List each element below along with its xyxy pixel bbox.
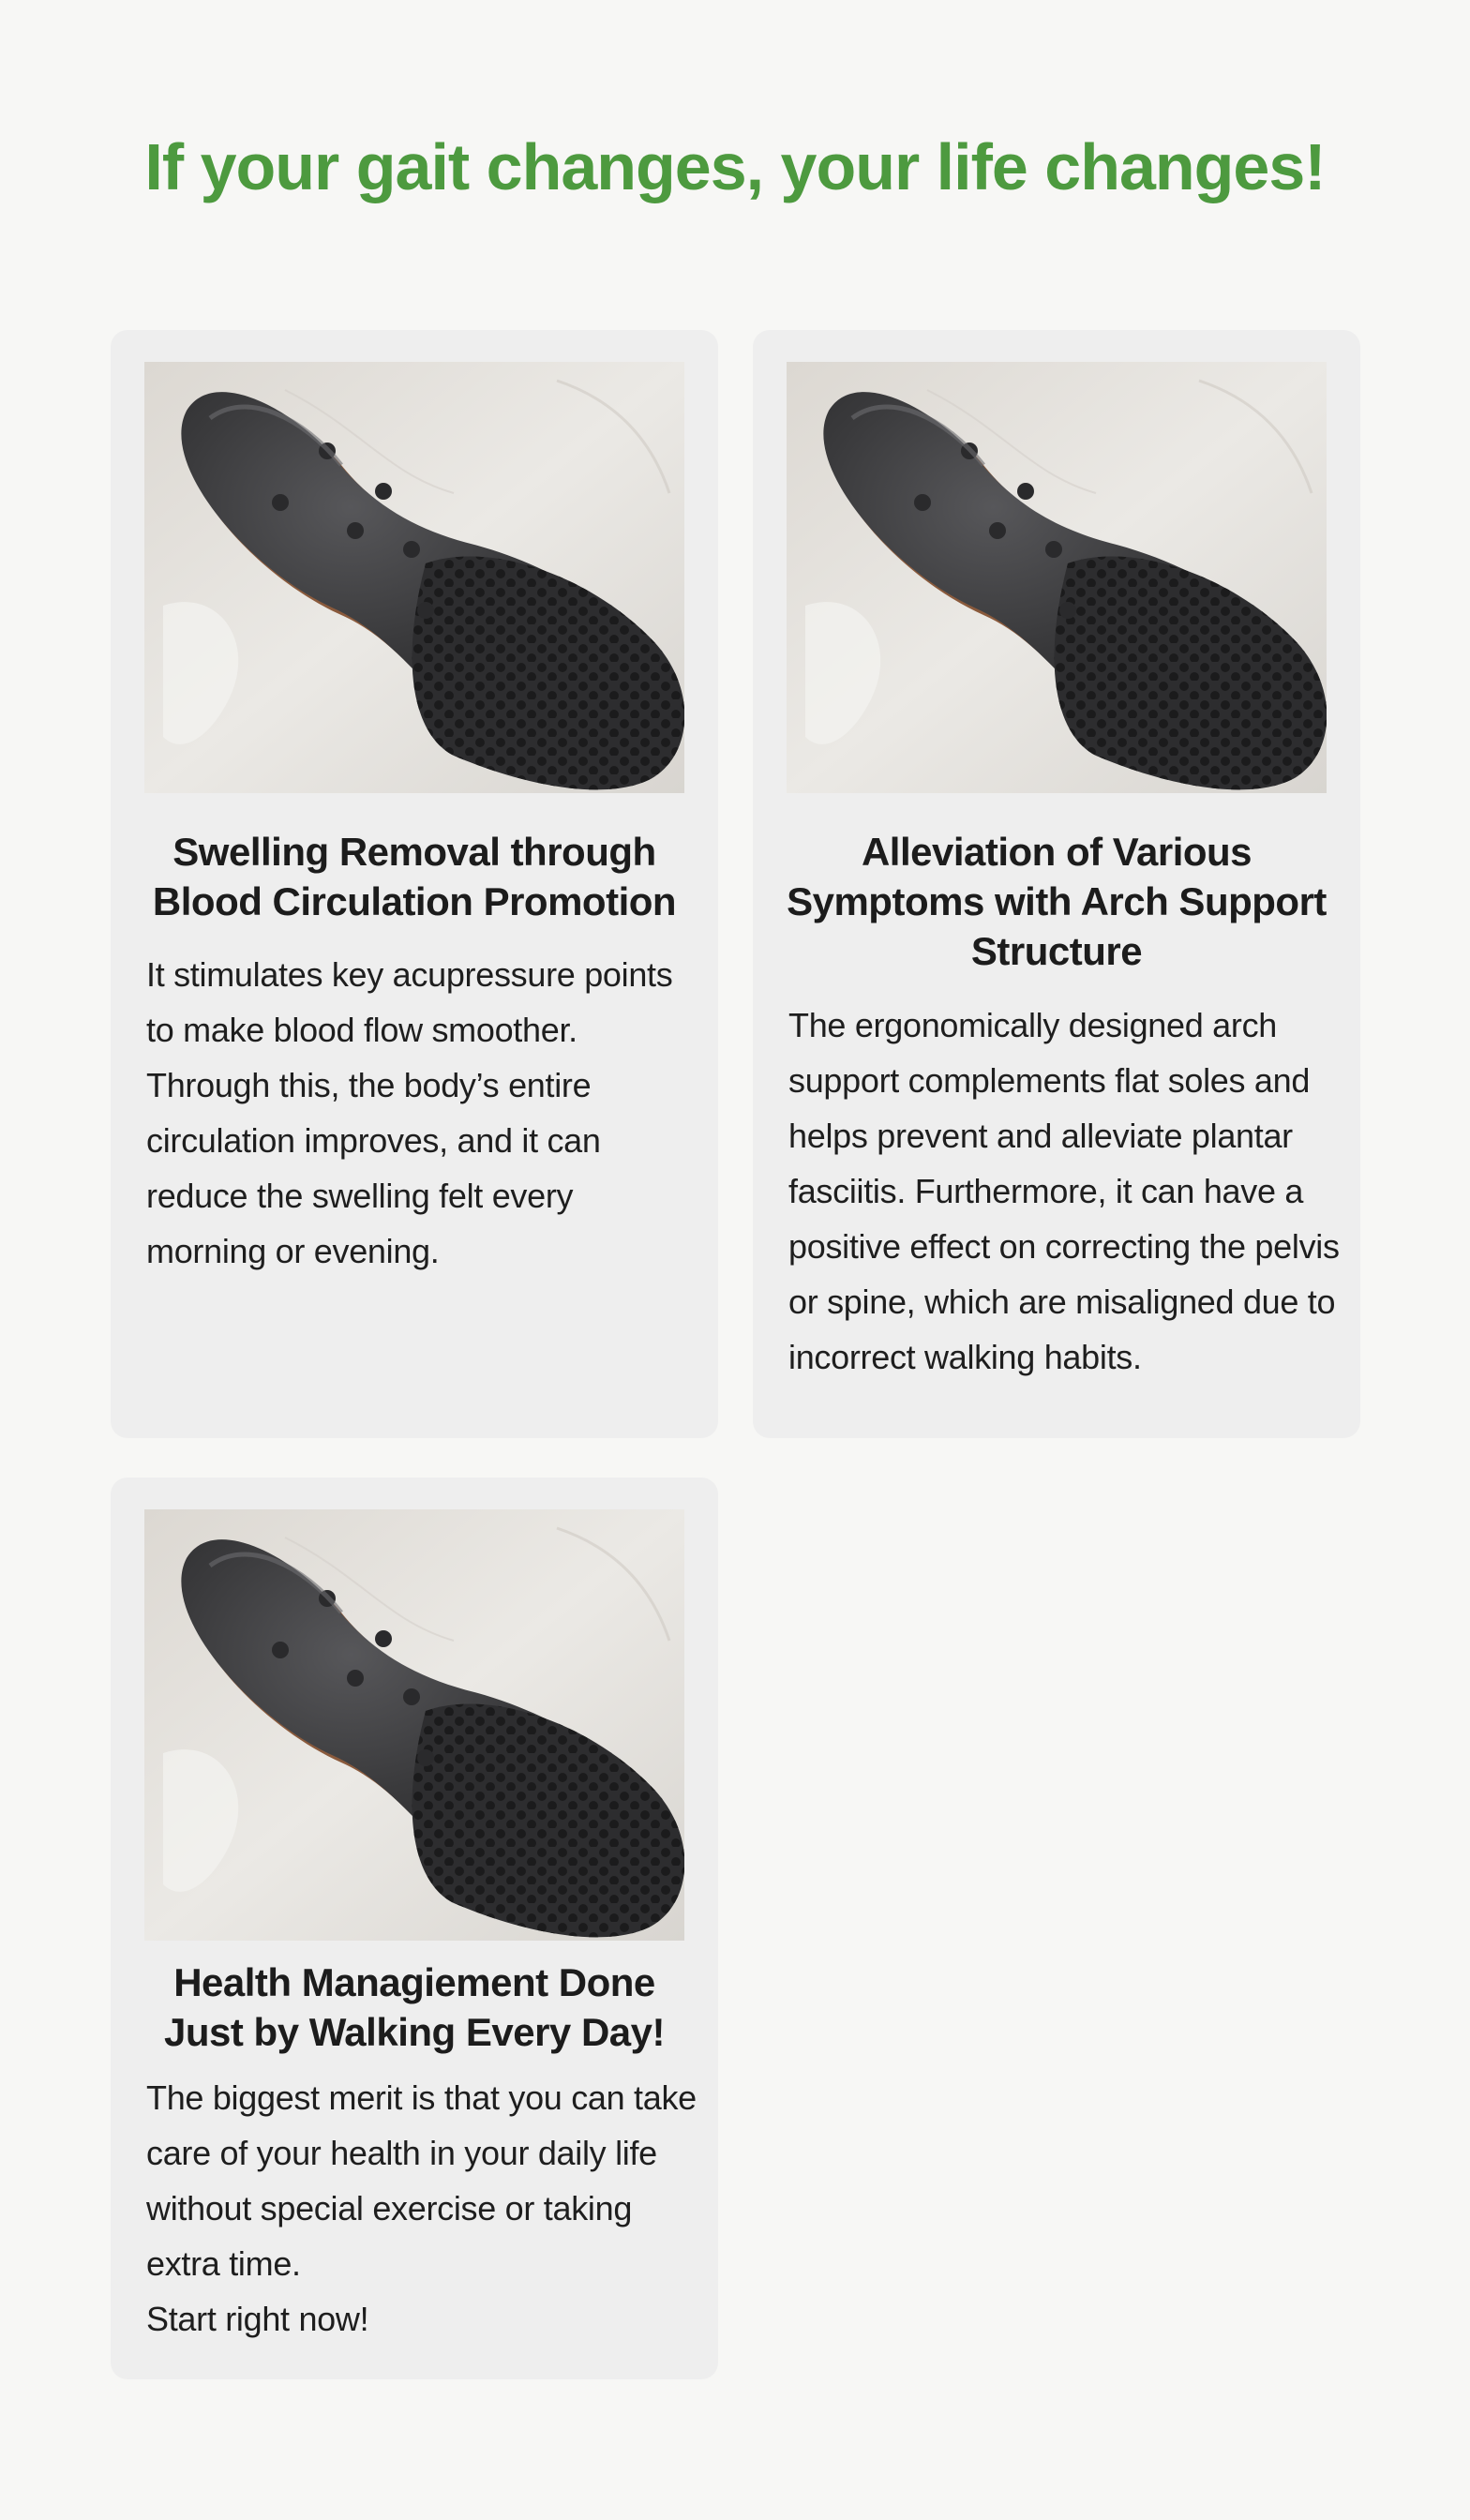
feature-card-daily-walking (111, 1478, 718, 2379)
page-title: If your gait changes, your life changes! (144, 130, 1326, 203)
insole-photo-icon (787, 362, 1327, 793)
card-heading: Alleviation of Various Symptoms with Arch Support Structure (787, 830, 1327, 973)
feature-card-blood-circulation (111, 330, 718, 1438)
card-paragraph: The biggest merit is that you can take care of your health in your daily life without special exercise or taking extra time. (146, 2078, 697, 2283)
card-description (146, 2070, 699, 2347)
feature-card-arch-support (753, 330, 1360, 1438)
card-paragraph: Start right now! (146, 2300, 369, 2338)
card-paragraph: The ergonomically designed arch support complements flat soles and helps prevent and alleviate plantar fasciitis. Furthermore, it can have a positive effect on correcting the pelvis or spine, which are misaligned due to incorrect walking habits. (788, 1006, 1340, 1376)
card-heading: Swelling Removal through Blood Circulation Promotion (152, 830, 677, 923)
insole-photo-icon (144, 362, 684, 793)
card-description (146, 947, 699, 1279)
insole-photo-icon (144, 1509, 684, 1941)
card-paragraph: It stimulates key acupressure points to make blood flow smoother. Through this, the body’s entire circulation improves, and it can reduce the swelling felt every morning or evening. (146, 955, 673, 1270)
card-description (788, 998, 1342, 1385)
card-heading: Health Managiement Done Just by Walking Every Day! (164, 1960, 665, 2054)
